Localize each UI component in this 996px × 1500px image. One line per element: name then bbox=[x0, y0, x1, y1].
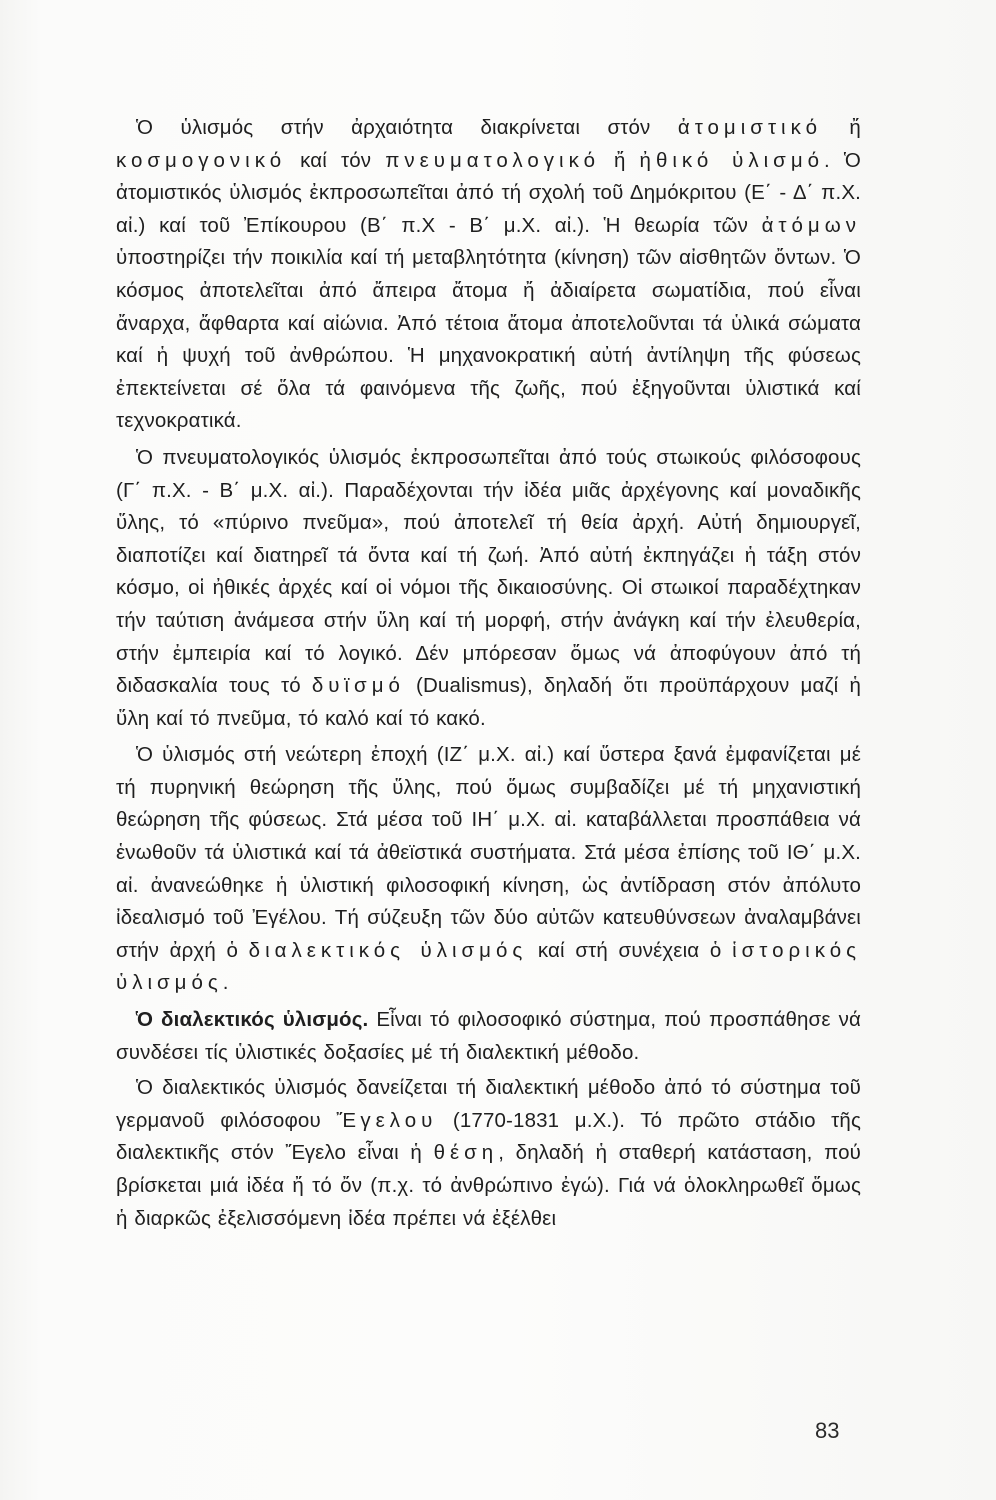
paragraph-dialectical-method: Ὁ διαλεκτικός ὑλισμός δανείζεται τή διαλεκτική μέθοδο ἀπό τό σύστημα τοῦ γερμανοῦ φιλόσοφου Ἔγελου (1770-1831 μ.Χ.). Τό πρῶτο στάδιο τῆς διαλεκτικῆς στόν Ἔγελο εἶναι ἡ θέση, δηλαδή ἡ σταθερή κατάσταση, πού βρίσκεται μιά ἰδέα ἤ τό ὄν (π.χ. τό ἀνθρώπινο ἐγώ). Γιά νά ὁλοκληρωθεῖ ὅμως ἡ διαρκῶς ἐξελισσόμενη ἰδέα πρέπει νά ἐξέλθει bbox=[116, 1076, 861, 1230]
paragraph-materialism-antiquity: Ὁ ὑλισμός στήν ἀρχαιότητα διακρίνεται στόν ἀτομιστικό ἤ κοσμογονικό καί τόν πνευματολογικό ἤ ἠθικό ὑλισμό. Ὁ ἀτομιστικός ὑλισμός ἐκπροσωπεῖται ἀπό τή σχολή τοῦ Δημόκριτου (Ε΄ - Δ΄ π.Χ. αἰ.) καί τοῦ Ἐπίκουρου (Β΄ π.Χ - Β΄ μ.Χ. αἰ.). Ἡ θεωρία τῶν ἀτόμων ὑποστηρίζει τήν ποικιλία καί τή μεταβλητότητα (κίνηση) τῶν αἰσθητῶν ὄντων. Ὁ κόσμος ἀποτελεῖται ἀπό ἄπειρα ἄτομα ἤ ἀδιαίρετα σωματίδια, πού εἶναι ἄναρχα, ἄφθαρτα καί αἰώνια. Ἀπό τέτοια ἄτομα ἀποτελοῦνται τά ὑλικά σώματα καί ἡ ψυχή τοῦ ἀνθρώπου. Ἡ μηχανοκρατική αὐτή ἀντίληψη τῆς φύσεως ἐπεκτείνεται σέ ὅλα τά φαινόμενα τῆς ζωῆς, πού ἐξηγοῦνται ὑλιστικά καί τεχνοκρατικά. bbox=[116, 116, 861, 433]
paragraph-modern-materialism: Ὁ ὑλισμός στή νεώτερη ἐποχή (ΙΖ΄ μ.Χ. αἰ.) καί ὕστερα ξανά ἐμφανίζεται μέ τή πυρηνική θεώρηση τῆς ὕλης, πού ὅμως συμβαδίζει μέ τή μηχανιστική θεώρηση τῆς φύσεως. Στά μέσα τοῦ ΙΗ΄ μ.Χ. αἰ. καταβάλλεται προσπάθεια νά ἑνωθοῦν τά ὑλιστικά καί τά ἀθεϊστικά συστήματα. Στά μέσα ἐπίσης τοῦ ΙΘ΄ μ.Χ. αἰ. ἀνανεώθηκε ἡ ὑλιστική φιλοσοφική κίνηση, ὡς ἀντίδραση στόν ἀπόλυτο ἰδεαλισμό τοῦ Ἐγέλου. Τή σύζευξη τῶν δύο αὐτῶν κατευθύνσεων ἀναλαμβάνει στήν ἀρχή ὁ διαλεκτικός ὑλισμός καί στή συνέχεια ὁ ἱστορικός ὑλισμός. bbox=[116, 743, 861, 995]
paragraph-pneumatological-materialism: Ὁ πνευματολογικός ὑλισμός ἐκπροσωπεῖται ἀπό τούς στωικούς φιλόσοφους (Γ΄ π.Χ. - Β΄ μ.Χ. αἰ.). Παραδέχονται τήν ἰδέα μιᾶς ἀρχέγονης καί μοναδικῆς ὕλης, τό «πύρινο πνεῦμα», πού ἀποτελεῖ τή θεία ἀρχή. Αὐτή δημιουργεῖ, διαποτίζει καί διατηρεῖ τά ὄντα καί τή ζωή. Ἀπό αὐτή ἐκπηγάζει ἡ τάξη στόν κόσμο, οἱ ἠθικές ἀρχές καί οἱ νόμοι τῆς δικαιοσύνης. Οἱ στωικοί παραδέχτηκαν τήν ταύτιση ἀνάμεσα στήν ὕλη καί τή μορφή, στήν ἀνάγκη καί τήν ἐλευθερία, στήν ἐμπειρία καί τό λογικό. Δέν μπόρεσαν ὅμως νά ἀποφύγουν ἀπό τή διδασκαλία τους τό δυϊσμό (Dualismus), δηλαδή ὅτι προϋπάρχουν μαζί ἡ ὕλη καί τό πνεῦμα, τό καλό καί τό κακό. bbox=[116, 445, 862, 730]
paragraph-dialectical-materialism-heading: Ὁ διαλεκτικός ὑλισμός. Εἶναι τό φιλοσοφικό σύστημα, πού προσπάθησε νά συνδέσει τίς ὑλιστικές δοξασίες μέ τή διαλεκτική μέθοδο. bbox=[116, 1008, 861, 1064]
body-text bbox=[116, 112, 861, 1235]
section-heading: Ὁ διαλεκτικός ὑλισμός. bbox=[136, 1008, 369, 1032]
page-number: 83 bbox=[815, 1418, 840, 1443]
